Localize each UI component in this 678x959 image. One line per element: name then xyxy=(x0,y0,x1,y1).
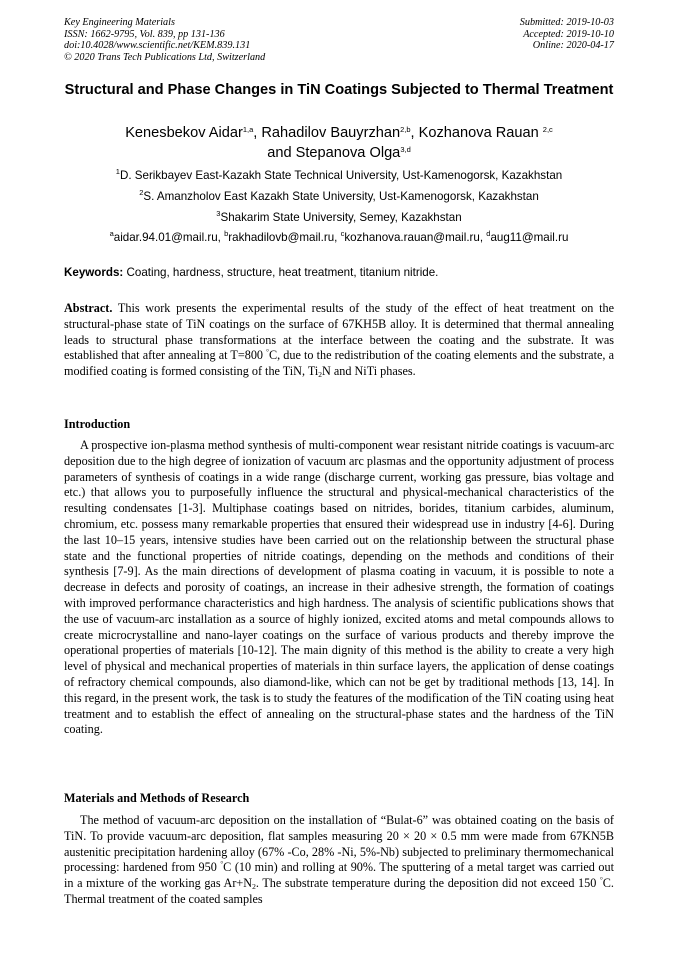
email-address[interactable]: rakhadilovb@mail.ru, xyxy=(228,231,341,245)
author-list xyxy=(64,123,614,163)
author-name: Kenesbekov Aidar xyxy=(125,125,243,141)
affiliation-text: D. Serikbayev East-Kazakh State Technical University, Ust-Kamenogorsk, Kazakhstan xyxy=(119,169,563,182)
materials-body xyxy=(64,813,614,908)
abstract-label: Abstract. xyxy=(64,301,113,315)
journal-issn: ISSN: 1662-9795, Vol. 839, pp 131-136 xyxy=(64,28,225,40)
affiliation-sup: 2 xyxy=(139,187,144,197)
affiliation xyxy=(64,166,614,187)
email-list xyxy=(64,228,614,249)
journal-info xyxy=(64,17,265,63)
author-name: , Rahadilov Bauyrzhan xyxy=(253,125,401,141)
affiliation xyxy=(64,208,614,229)
abstract-text: N and NiTi phases. xyxy=(322,364,416,379)
abstract-text: C, due to the redistribution of the coating elements and the substrate, a modified coating is formed consisting of the TiN, Ti xyxy=(64,348,614,379)
affiliation-sup: 1 xyxy=(115,167,120,176)
author-name: and Stepanova Olga xyxy=(267,145,401,161)
materials-text: The method of vacuum-arc deposition on the installation of “Bulat-6” was obtained coating on the basis of TiN. To provide vacuum-arc deposition, flat samples measuring 20 × 20 × 0.5 mm were made from 67KN5B austenitic precipitation hardening alloy (67% -Co, 28% -Ni, 5%-Nb) subjected to preliminary thermomechanical processing: hardened from 950 xyxy=(64,813,614,875)
journal-name: Key Engineering Materials xyxy=(64,17,175,28)
keywords xyxy=(64,265,614,281)
materials-text: C. Thermal treatment of the coated samples xyxy=(64,876,614,906)
email-address[interactable]: aug11@mail.ru xyxy=(490,231,569,245)
affiliation xyxy=(64,187,614,208)
degree-symbol: ° xyxy=(599,876,603,885)
materials-text: . The substrate temperature during the deposition did not exceed 150 xyxy=(255,876,600,891)
date-submitted: Submitted: 2019-10-03 xyxy=(519,17,614,28)
email-address[interactable]: kozhanova.rauan@mail.ru, xyxy=(344,231,487,245)
keywords-text: Coating, hardness, structure, heat treatment, titanium nitride. xyxy=(123,266,439,279)
author-sup: 3,d xyxy=(400,145,411,154)
author-sup: 2,c xyxy=(542,125,553,134)
subscript: 2 xyxy=(318,370,323,380)
email-sup: b xyxy=(224,229,229,239)
materials-paragraph xyxy=(64,813,614,908)
affiliation-list xyxy=(64,166,614,249)
email-sup: c xyxy=(340,229,345,239)
affiliation-sup: 3 xyxy=(216,208,221,218)
publication-dates xyxy=(520,17,614,52)
degree-symbol: ° xyxy=(266,348,269,357)
affiliation-text: Shakarim State University, Semey, Kazakhstan xyxy=(220,210,462,224)
email-sup: d xyxy=(486,229,491,239)
email-address[interactable]: aidar.94.01@mail.ru, xyxy=(113,231,225,245)
journal-copyright: © 2020 Trans Tech Publications Ltd, Switzerland xyxy=(64,51,266,63)
introduction-paragraph: A prospective ion-plasma method synthesis of multi-component wear resistant nitride coatings is vacuum-arc deposition due to the high degree of ionization of vacuum arc plasmas and the opportunity adjustment of process parameters of synthesis of coatings in a wide range (discharge current, working gas pressure, bias voltage and etc.) that allows you to purposefully influence the structural and physical-mechanical characteristics of the resulting condensates [1-3]. Multiphase coatings based on nitrides, borides, titanium carbides, aluminum, chromium, etc. possess many remarkable properties that ensured their widespread use in industry [4-6]. During the last 10–15 years, intensive studies have been carried out on the relationship between the structural phase state and the functional properties of nitride coatings, depending on the methods and conditions of their synthesis [7-9]. As the main directions of development of plasma coating in vacuum, it is possible to note a decrease in defects and porosity of coatings, an increase in their adhesive strength, the formation of coatings with improved performance characteristics and high hardness. The analysis of scientific publications shows that the use of vacuum-arc installation as a source of highly ionized, excited atoms and metal compounds allows to create microcrystalline and nano-layer coatings on the surface of various products and thereby improve the operational properties of materials [10-12]. The main dignity of this method is the ability to create a very high level of physical and mechanical properties of materials in thin surface layers, the application of dense coatings of refractory chemical compounds, also diamond-like, which can not be get by traditional methods [13, 14]. In this regard, in the present work, the task is to study the features of the modification of the TiN coating using heat treatment and to establish the effect of annealing on the structural-phase states and the hardness of the TiN coating. xyxy=(64,438,614,737)
introduction-body xyxy=(64,438,614,738)
date-accepted: Accepted: 2019-10-10 xyxy=(523,28,614,40)
abstract-text: This work presents the experimental results of the study of the effect of heat treatment on the structural-phase state of TiN coatings on the surface of 67KH5B alloy. It is determined that thermal annealing leads to structural phase transformations at the interface between the coating and the substrate. It was established that after annealing at T=800 xyxy=(64,301,614,363)
paper-title: Structural and Phase Changes in TiN Coatings Subjected to Thermal Treatment xyxy=(64,82,614,98)
author-sup: 1,a xyxy=(242,125,254,134)
abstract xyxy=(64,301,614,380)
degree-symbol: ° xyxy=(220,860,224,869)
materials-text: C (10 min) and rolling at 90%. The sputtering of a metal target was carried out in a mixture of the working gas Ar+N xyxy=(64,860,614,891)
author-sup: 2,b xyxy=(400,125,411,134)
email-sup: a xyxy=(109,229,114,239)
author-name: , Kozhanova Rauan xyxy=(410,125,543,141)
section-heading-materials: Materials and Methods of Research xyxy=(64,791,250,805)
section-heading-introduction: Introduction xyxy=(64,417,131,431)
affiliation-text: S. Amanzholov East Kazakh State University, Ust-Kamenogorsk, Kazakhstan xyxy=(143,189,539,203)
date-online: Online: 2020-04-17 xyxy=(532,40,614,52)
keywords-label: Keywords: xyxy=(64,266,124,279)
journal-doi: doi:10.4028/www.scientific.net/KEM.839.131 xyxy=(64,40,251,52)
subscript: 2 xyxy=(252,882,256,892)
